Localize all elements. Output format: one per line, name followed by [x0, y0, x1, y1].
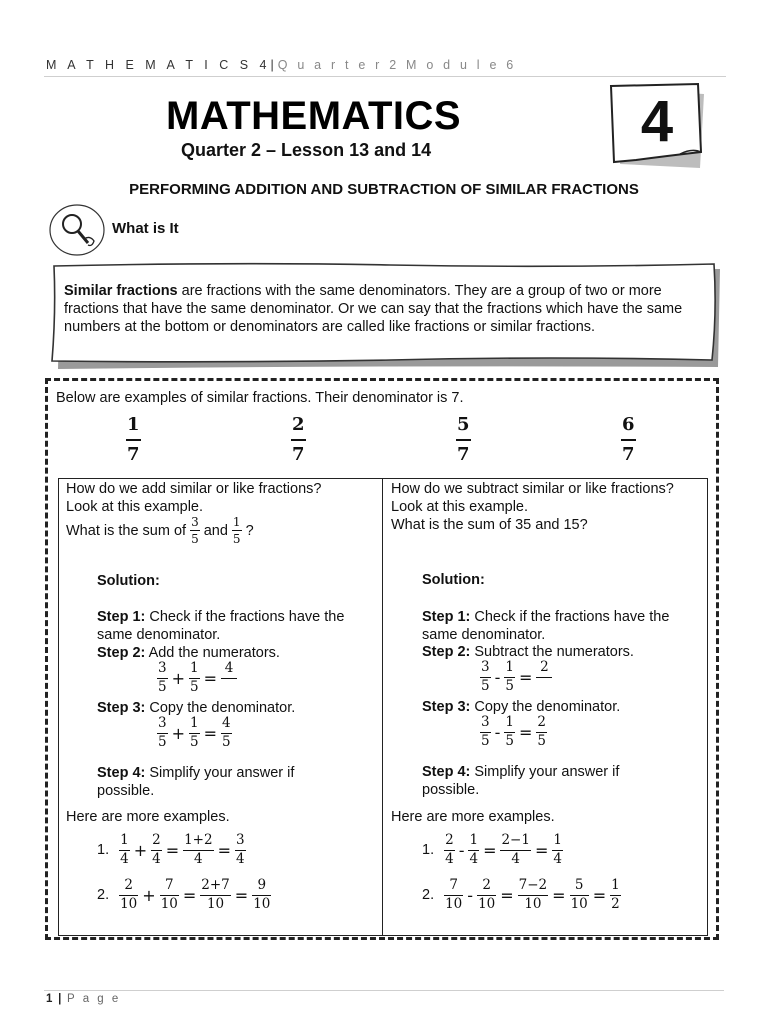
fraction-numerator: 4	[224, 660, 234, 676]
step-label: Step 1:	[97, 609, 146, 625]
plus-sign: +	[171, 723, 185, 743]
subtraction-solution-label	[422, 571, 485, 589]
plus-sign: +	[171, 668, 185, 688]
equals-sign: =	[165, 840, 180, 860]
fraction-numerator: 2	[482, 877, 491, 893]
fraction-numerator: 7	[449, 877, 458, 893]
fraction-denominator: 5	[232, 532, 241, 546]
definition-body: are fractions with the same denominators. They are a group of two or more fractions that have the same denominator. Or we can say that the fractions which have the same numbers at the bottom or denominators are called like fractions or similar fractions.	[64, 283, 683, 336]
fraction-numerator: 2	[124, 877, 133, 893]
equals-sign: =	[552, 885, 566, 905]
step-label: Step 4:	[97, 765, 146, 781]
fraction-denominator: 4	[120, 850, 129, 867]
step-text: Check if the fractions have the same denominator.	[422, 609, 670, 643]
equals-sign: =	[203, 723, 217, 743]
equals-sign: =	[217, 840, 231, 860]
fraction-denominator: 4	[469, 850, 479, 867]
fraction-numerator: 5	[457, 414, 470, 435]
fraction-denominator: 5	[190, 733, 199, 750]
definition-text	[64, 282, 706, 337]
solution-label: Solution:	[422, 572, 485, 588]
fraction-denominator: 4	[152, 850, 161, 867]
step-text: Add the numerators.	[145, 645, 280, 661]
fraction-numerator: 1+2	[184, 832, 213, 848]
addition-intro	[66, 480, 376, 516]
magnifier-icon	[48, 203, 106, 257]
equals-sign: =	[203, 668, 217, 688]
definition-term: Similar fractions	[64, 283, 178, 299]
page-label: P a g e	[67, 993, 121, 1005]
equals-sign: =	[518, 667, 533, 687]
footer-separator: |	[58, 993, 62, 1005]
minus-sign: -	[494, 722, 501, 742]
subtraction-example-1	[422, 834, 563, 866]
step-text: Check if the fractions have the same denominator.	[97, 609, 345, 643]
example-index: 1.	[422, 842, 435, 858]
addition-more-examples: Here are more examples.	[66, 809, 230, 825]
fraction-denominator: 4	[553, 850, 562, 867]
addition-question: How do we add similar or like fractions?	[66, 481, 322, 497]
equals-sign: =	[518, 722, 533, 742]
fraction-numerator: 2	[540, 659, 549, 675]
fraction-denominator: 4	[194, 850, 203, 867]
fraction-denominator: 10	[445, 895, 463, 912]
equals-sign: =	[534, 840, 549, 860]
step-label: Step 1:	[422, 609, 471, 625]
example-fraction-4	[621, 416, 636, 464]
step-label: Step 2:	[422, 644, 471, 660]
fraction-numerator: 1	[190, 715, 199, 731]
fraction-denominator: 10	[120, 895, 138, 912]
example-fraction-3	[456, 416, 471, 464]
fraction-denominator: 10	[206, 895, 225, 912]
page-title: MATHEMATICS	[166, 94, 462, 138]
section-label: What is It	[112, 220, 179, 237]
example-index: 2.	[97, 887, 110, 903]
example-fraction-1	[126, 416, 141, 464]
fraction-numerator: 1	[611, 877, 620, 893]
fraction-denominator: 10	[478, 895, 496, 912]
addition-step-2-equation	[157, 662, 237, 694]
subtraction-step-4	[422, 763, 677, 799]
footer-rule	[44, 990, 724, 991]
minus-sign: -	[467, 885, 474, 905]
fraction-denominator	[541, 680, 547, 694]
fraction-numerator: 3	[236, 832, 245, 848]
fraction-denominator	[226, 681, 232, 695]
lesson-heading: PERFORMING ADDITION AND SUBTRACTION OF SIMILAR FRACTIONS	[129, 181, 639, 198]
fraction-numerator: 2	[152, 832, 161, 848]
fraction-denominator: 5	[158, 733, 167, 750]
fraction-numerator: 3	[481, 659, 490, 675]
minus-sign: -	[494, 667, 501, 687]
fraction-denominator: 4	[511, 850, 521, 867]
fraction-numerator: 1	[127, 414, 140, 435]
fraction-numerator: 7	[164, 877, 174, 893]
fraction-denominator: 5	[505, 677, 514, 694]
subtraction-intro	[391, 480, 701, 534]
lesson-subtitle: Quarter 2 – Lesson 13 and 14	[181, 140, 432, 160]
fraction-denominator: 10	[253, 895, 271, 912]
fraction-denominator: 2	[611, 895, 620, 912]
grade-badge	[606, 82, 706, 172]
subtraction-example-2	[422, 879, 621, 911]
subtraction-sum-question: What is the sum of 35 and 15?	[391, 517, 588, 533]
fraction-denominator: 5	[505, 732, 514, 749]
addition-look: Look at this example.	[66, 499, 204, 515]
subtraction-more-examples: Here are more examples.	[391, 809, 555, 825]
equals-sign: =	[234, 885, 249, 905]
fraction-numerator: 3	[158, 660, 167, 676]
plus-sign: +	[142, 885, 156, 905]
step-text: Simplify your answer if possible.	[422, 764, 620, 798]
fraction-denominator: 5	[191, 532, 199, 546]
sum-question-text: What is the sum of	[66, 522, 187, 539]
fraction-numerator: 1	[505, 659, 514, 675]
addition-example-1	[97, 834, 246, 866]
subtraction-step-3-equation	[480, 716, 547, 748]
addition-step-3	[97, 699, 372, 717]
addition-step-3-equation	[157, 717, 232, 749]
step-label: Step 3:	[97, 700, 146, 716]
subtraction-step-3	[422, 698, 697, 716]
header-subject: M A T H E M A T I C S 4	[46, 58, 271, 72]
fraction-numerator: 1	[232, 515, 241, 529]
fraction-numerator: 1	[553, 832, 562, 848]
fraction-numerator: 9	[257, 877, 267, 893]
fraction-numerator: 3	[481, 714, 490, 730]
fraction-denominator: 5	[190, 678, 199, 695]
addition-solution-label	[97, 572, 160, 590]
addition-step-2	[97, 644, 372, 662]
page-footer	[46, 993, 121, 1005]
fraction-numerator: 2	[537, 714, 546, 730]
fraction-denominator: 7	[622, 443, 635, 465]
sum-question-and: and	[203, 522, 228, 539]
fraction-denominator: 5	[158, 678, 167, 695]
step-text: Subtract the numerators.	[470, 644, 634, 660]
equals-sign: =	[182, 885, 197, 905]
fraction-denominator: 5	[222, 733, 231, 750]
subtraction-step-1	[422, 608, 697, 644]
addition-step-4	[97, 764, 352, 800]
fraction-denominator: 7	[127, 443, 140, 465]
fraction-numerator: 6	[622, 414, 635, 435]
fraction-denominator: 5	[481, 732, 490, 749]
subtraction-question: How do we subtract similar or like fractions?	[391, 481, 674, 497]
fraction-denominator: 5	[537, 732, 546, 749]
running-header	[46, 58, 516, 72]
fraction-numerator: 4	[222, 715, 231, 731]
header-rule	[44, 76, 726, 77]
sum-question-mark: ?	[245, 522, 254, 539]
page-number: 1	[46, 993, 53, 1005]
fraction-denominator: 10	[524, 895, 542, 912]
table-divider	[382, 478, 383, 936]
grade-number: 4	[640, 89, 674, 154]
example-index: 1.	[97, 842, 110, 858]
step-label: Step 3:	[422, 699, 471, 715]
equals-sign: =	[500, 885, 514, 905]
step-label: Step 2:	[97, 645, 146, 661]
examples-intro: Below are examples of similar fractions. Their denominator is 7.	[56, 390, 464, 406]
example-fraction-2	[291, 416, 306, 464]
addition-sum-question	[66, 516, 254, 545]
subtraction-step-2	[422, 643, 697, 661]
fraction-denominator: 7	[292, 443, 305, 465]
fraction-denominator: 4	[445, 850, 454, 867]
fraction-denominator: 4	[236, 850, 245, 867]
step-text: Copy the denominator.	[145, 700, 296, 716]
fraction-numerator: 1	[505, 714, 514, 730]
fraction-numerator: 3	[158, 715, 167, 731]
fraction-denominator: 5	[481, 677, 490, 694]
fraction-denominator: 10	[160, 895, 178, 912]
subtraction-look: Look at this example.	[391, 499, 529, 515]
example-index: 2.	[422, 887, 435, 903]
step-text: Simplify your answer if possible.	[97, 765, 295, 799]
fraction-numerator: 2+7	[201, 877, 230, 893]
equals-sign: =	[483, 840, 497, 860]
fraction-numerator: 2	[445, 832, 454, 848]
equals-sign: =	[592, 885, 607, 905]
subtraction-step-2-equation	[480, 661, 552, 693]
step-text: Copy the denominator.	[470, 699, 621, 715]
addition-example-2	[97, 879, 271, 911]
header-module: Q u a r t e r 2 M o d u l e 6	[277, 58, 517, 72]
addition-step-1	[97, 608, 372, 644]
fraction-numerator: 2−1	[501, 832, 530, 848]
step-label: Step 4:	[422, 764, 471, 780]
fraction-numerator: 2	[292, 414, 305, 435]
fraction-numerator: 5	[574, 877, 584, 893]
fraction-denominator: 7	[457, 443, 470, 465]
fraction-numerator: 1	[190, 660, 199, 676]
fraction-numerator: 1	[469, 832, 479, 848]
fraction-denominator: 10	[570, 895, 588, 912]
plus-sign: +	[133, 840, 148, 860]
header-separator: |	[270, 58, 278, 72]
solution-label: Solution:	[97, 573, 160, 589]
fraction-numerator: 1	[120, 832, 129, 848]
minus-sign: -	[458, 840, 465, 860]
fraction-numerator: 7−2	[518, 877, 548, 893]
fraction-numerator: 3	[191, 515, 199, 529]
